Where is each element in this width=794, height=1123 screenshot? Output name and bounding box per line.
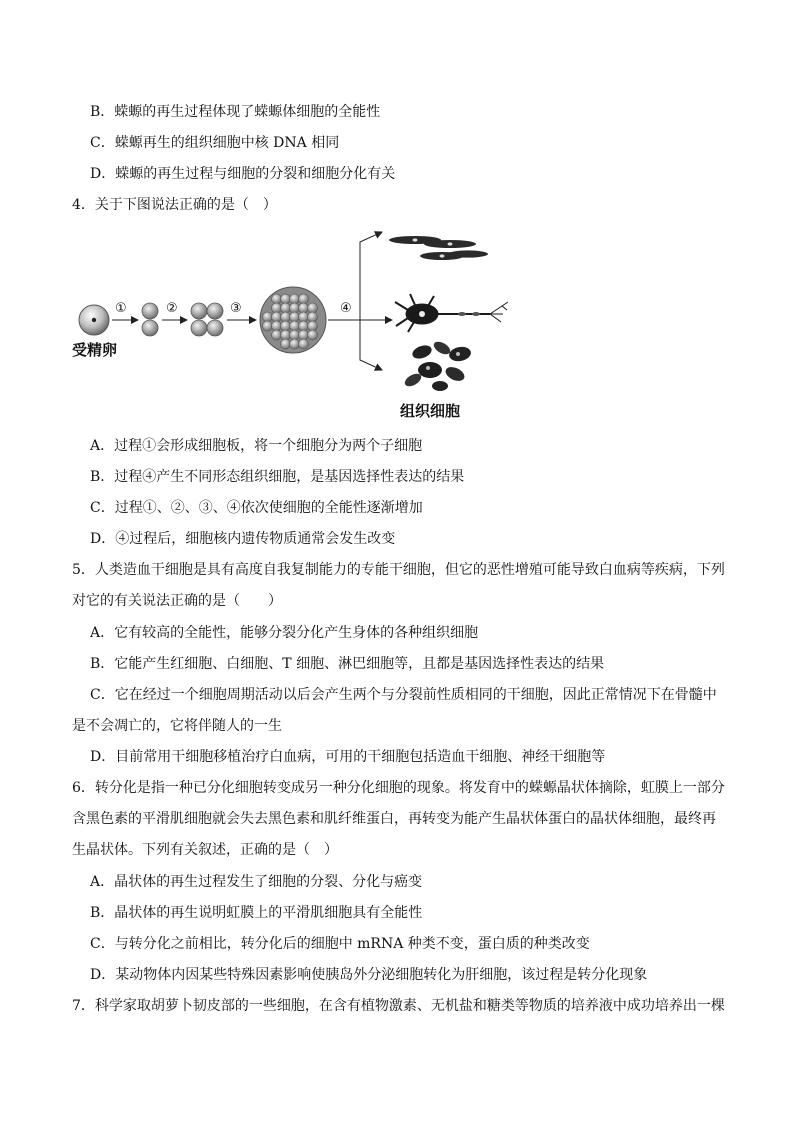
q4-option-b: B．过程④产生不同形态组织细胞，是基因选择性表达的结果 bbox=[90, 469, 465, 485]
q5-stem-line-2: 对它的有关说法正确的是（ ） bbox=[72, 593, 282, 609]
branch-arrows bbox=[360, 232, 382, 370]
cluster-cell bbox=[290, 303, 300, 313]
step-1-label: ① bbox=[115, 301, 127, 316]
cell-differentiation-figure bbox=[70, 222, 530, 427]
q4-stem: 4．关于下图说法正确的是（ ） bbox=[72, 197, 277, 213]
q5-option-d: D．目前常用干细胞移植治疗白血病，可用的干细胞包括造血干细胞、神经干细胞等 bbox=[90, 749, 606, 765]
q4-option-c: C．过程①、②、③、④依次使细胞的全能性逐渐增加 bbox=[90, 500, 423, 516]
q6-stem-line-3: 生晶状体。下列有关叙述，正确的是（ ） bbox=[72, 842, 338, 858]
cluster-cell bbox=[263, 321, 273, 331]
step-3-label: ③ bbox=[230, 301, 242, 316]
cluster-cell bbox=[281, 339, 291, 349]
two-cell-stage bbox=[142, 303, 158, 336]
cluster-cell bbox=[290, 294, 300, 304]
cluster-cell bbox=[281, 321, 291, 331]
q5-stem-line-1: 5．人类造血干细胞是具有高度自我复制能力的专能干细胞，但它的恶性增殖可能导致白血病等疾病，下列 bbox=[72, 562, 725, 578]
cluster-cell bbox=[299, 294, 309, 304]
cluster-cell bbox=[272, 321, 282, 331]
q5-option-b: B．它能产生红细胞、白细胞、T 细胞、淋巴细胞等，且都是基因选择性表达的结果 bbox=[90, 656, 605, 672]
cluster-cell bbox=[272, 303, 282, 313]
cluster-cell bbox=[290, 312, 300, 322]
cluster-cell bbox=[290, 339, 300, 349]
cluster-cell bbox=[299, 303, 309, 313]
q6-stem-line-1: 6．转分化是指一种已分化细胞转变成另一种分化细胞的现象。将发育中的蝾螈晶状体摘除，虹膜上一部分 bbox=[72, 780, 725, 796]
q6-option-b: B．晶状体的再生说明虹膜上的平滑肌细胞具有全能性 bbox=[90, 905, 423, 921]
cluster-cell bbox=[281, 294, 291, 304]
egg-label: 受精卵 bbox=[72, 341, 118, 359]
cluster-cell bbox=[299, 321, 309, 331]
q3-option-b: B．蝾螈的再生过程体现了蝾螈体细胞的全能性 bbox=[90, 104, 381, 120]
cluster-cell bbox=[272, 294, 282, 304]
smooth-muscle-cells bbox=[389, 236, 488, 260]
cluster-cell bbox=[272, 330, 282, 340]
q6-option-a: A．晶状体的再生过程发生了细胞的分裂、分化与癌变 bbox=[90, 874, 423, 890]
q3-option-c: C．蝾螈再生的组织细胞中核 DNA 相同 bbox=[90, 135, 340, 151]
q5-option-c-cont: 是不会凋亡的，它将伴随人的一生 bbox=[72, 718, 282, 734]
cluster-cell bbox=[299, 339, 309, 349]
q5-option-a: A．它有较高的全能性，能够分裂分化产生身体的各种组织细胞 bbox=[90, 625, 479, 641]
blood-cells bbox=[403, 339, 472, 391]
cluster-cell bbox=[281, 312, 291, 322]
cluster-cell bbox=[308, 321, 318, 331]
cluster-cell bbox=[308, 312, 318, 322]
tissue-label: 组织细胞 bbox=[400, 402, 461, 420]
cluster-cell bbox=[308, 303, 318, 313]
cluster-cell bbox=[308, 330, 318, 340]
cluster-cell bbox=[272, 312, 282, 322]
q6-stem-line-2: 含黑色素的平滑肌细胞就会失去黑色素和肌纤维蛋白，再转变为能产生晶状体蛋白的晶状体细胞，最终再 bbox=[72, 811, 716, 827]
q6-option-c: C．与转分化之前相比，转分化后的细胞中 mRNA 种类不变，蛋白质的种类改变 bbox=[90, 936, 590, 952]
q4-option-d: D．④过程后，细胞核内遗传物质通常会发生改变 bbox=[90, 531, 396, 547]
neuron-cell bbox=[395, 294, 508, 332]
q6-option-d: D．某动物体内因某些特殊因素影响使胰岛外分泌细胞转化为肝细胞，该过程是转分化现象 bbox=[90, 967, 648, 983]
q4-option-a: A．过程①会形成细胞板，将一个细胞分为两个子细胞 bbox=[90, 438, 423, 454]
cluster-cell bbox=[281, 303, 291, 313]
q3-option-d: D．蝾螈的再生过程与细胞的分裂和细胞分化有关 bbox=[90, 166, 396, 182]
cluster-cell bbox=[281, 330, 291, 340]
cluster-cell bbox=[299, 312, 309, 322]
cluster-cell bbox=[299, 330, 309, 340]
q7-stem: 7．科学家取胡萝卜韧皮部的一些细胞，在含有植物激素、无机盐和糖类等物质的培养液中成功培养出一棵 bbox=[72, 998, 725, 1014]
fertilized-egg bbox=[79, 305, 109, 335]
cluster-cell bbox=[263, 312, 273, 322]
four-cell-stage bbox=[191, 303, 223, 336]
cluster-cell bbox=[290, 330, 300, 340]
cluster-cell bbox=[290, 321, 300, 331]
step-2-label: ② bbox=[166, 301, 178, 316]
step-4-label: ④ bbox=[340, 301, 352, 316]
q5-option-c: C．它在经过一个细胞周期活动以后会产生两个与分裂前性质相同的干细胞，因此正常情况下在骨髓中 bbox=[90, 687, 717, 703]
cell-cluster bbox=[260, 287, 326, 353]
